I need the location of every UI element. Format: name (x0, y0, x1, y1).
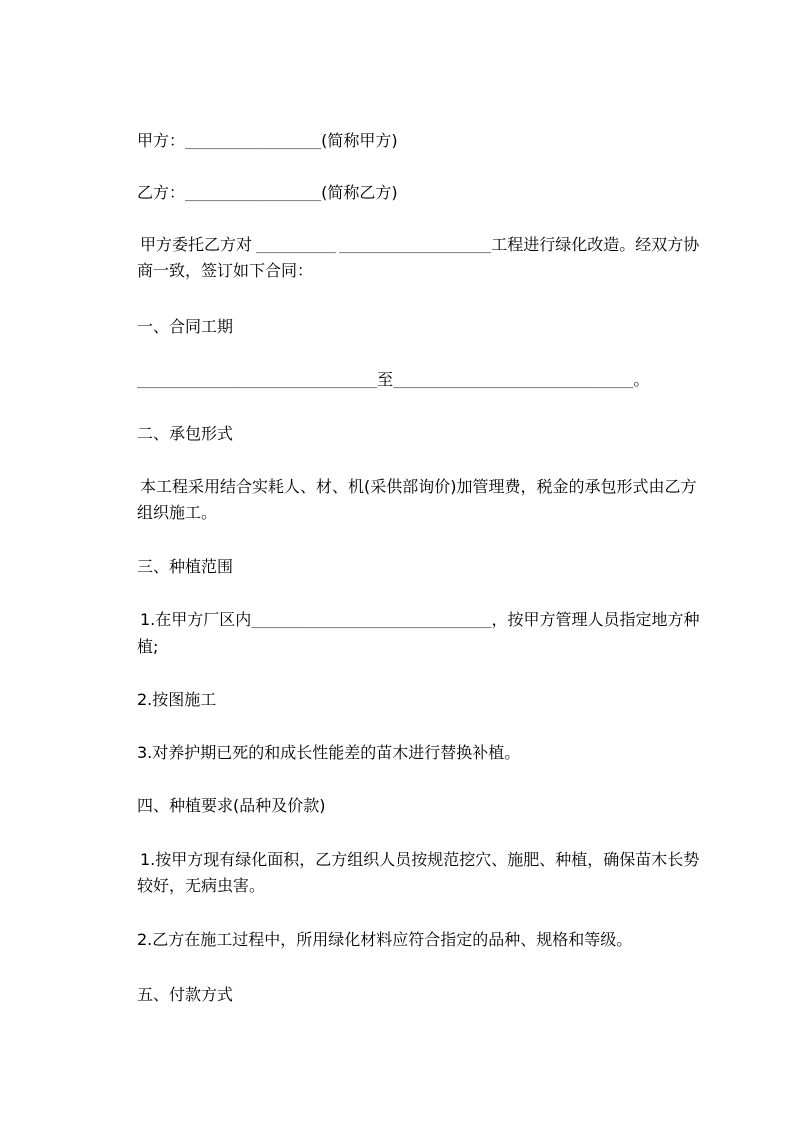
party-a-line (137, 130, 398, 152)
plant-area-blank: ______________________________ (251, 614, 492, 629)
intro-text-before: 甲方委托乙方对 (140, 235, 253, 254)
period-to-text: 至 (377, 370, 394, 389)
section-1-heading: 一、合同工期 (137, 317, 234, 336)
party-a-blank: _________________ (185, 135, 322, 150)
party-a-alias: (简称甲方) (321, 131, 398, 150)
party-a-label: 甲方： (137, 131, 186, 150)
section-3-item-2: 2.按图施工 (137, 690, 217, 709)
period-start-blank: ______________________________ (137, 374, 378, 389)
section-2-line-2: 组织施工。 (137, 503, 218, 522)
section-4-item-2: 2.乙方在施工过程中，所用绿化材料应符合指定的品种、规格和等级。 (137, 930, 633, 949)
section-3-heading: 三、种植范围 (137, 557, 234, 576)
section-4-item-1-line-2: 较好，无病虫害。 (137, 876, 266, 895)
party-b-label: 乙方： (137, 183, 186, 202)
item-1-text-after: ，按甲方管理人员指定地方种 (491, 610, 700, 629)
intro-blank-1: __________ (256, 239, 337, 254)
section-2-heading: 二、承包形式 (137, 424, 234, 443)
intro-line-1 (140, 234, 699, 256)
party-b-alias: (简称乙方) (321, 183, 398, 202)
section-4-item-1-line-1: 1.按甲方现有绿化面积，乙方组织人员按规范挖穴、施肥、种植，确保苗木长势 (140, 850, 700, 869)
section-3-item-1-line-2: 植; (137, 637, 159, 656)
period-end-mark: 。 (633, 370, 650, 389)
section-4-heading: 四、种植要求(品种及价款) (137, 796, 326, 815)
party-b-line (137, 182, 398, 204)
section-5-heading: 五、付款方式 (137, 985, 234, 1004)
section-3-item-1-line-1 (140, 609, 699, 631)
item-1-text-before: 1.在甲方厂区内 (140, 610, 252, 629)
intro-continuation: 商一致，签订如下合同： (137, 261, 314, 280)
section-3-item-3: 3.对养护期已死的和成长性能差的苗木进行替换补植。 (137, 743, 521, 762)
contract-period-line (137, 369, 649, 391)
intro-blank-2: ___________________ (339, 239, 492, 254)
intro-text-after: 工程进行绿化改造。经双方协 (491, 235, 700, 254)
period-end-blank: ______________________________ (393, 374, 634, 389)
intro-line-2 (137, 260, 313, 282)
party-b-blank: _________________ (185, 187, 322, 202)
section-2-line-1: 本工程采用结合实耗人、材、机(采供部询价)加管理费，税金的承包形式由乙方 (140, 477, 697, 496)
